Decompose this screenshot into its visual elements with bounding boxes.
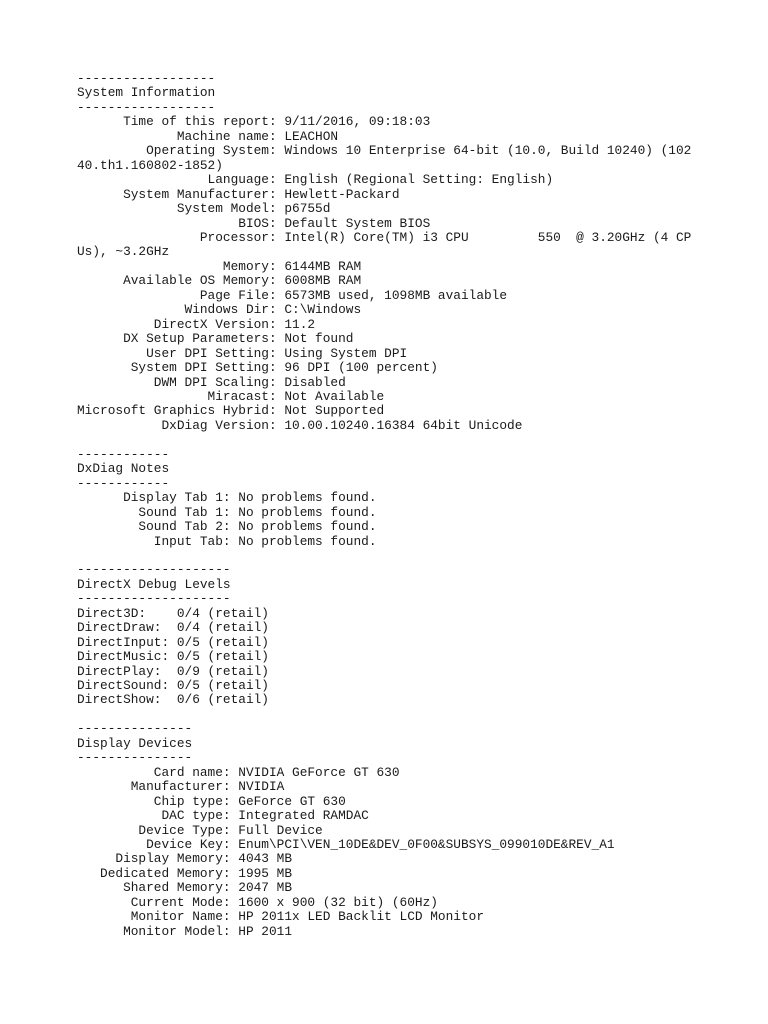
report-line: Sound Tab 1: No problems found. <box>77 504 377 520</box>
report-line: User DPI Setting: Using System DPI <box>77 345 408 361</box>
report-line: Machine name: LEACHON <box>77 128 339 144</box>
report-line: Windows Dir: C:\Windows <box>77 302 362 318</box>
report-line: Manufacturer: NVIDIA <box>77 779 285 795</box>
report-line: Display Memory: 4043 MB <box>77 851 293 867</box>
report-line: Time of this report: 9/11/2016, 09:18:03 <box>77 114 431 130</box>
report-line: -------------------- <box>77 562 231 578</box>
report-line: DirectSound: 0/5 (retail) <box>77 678 269 694</box>
report-line: System Manufacturer: Hewlett-Packard <box>77 186 400 202</box>
report-line: Direct3D: 0/4 (retail) <box>77 605 269 621</box>
blank-line <box>77 549 717 563</box>
report-line: DirectPlay: 0/9 (retail) <box>77 663 269 679</box>
report-line: Current Mode: 1600 x 900 (32 bit) (60Hz) <box>77 894 438 910</box>
report-line: 40.th1.160802-1852) <box>77 157 223 173</box>
report-line: ------------------ <box>77 71 216 86</box>
report-line: ------------ <box>77 475 170 491</box>
report-line: Monitor Name: HP 2011x LED Backlit LCD Monitor <box>77 909 485 925</box>
report-line: DAC type: Integrated RAMDAC <box>77 808 369 824</box>
report-line: Device Type: Full Device <box>77 822 323 838</box>
blank-line <box>77 708 717 722</box>
report-line: Language: English (Regional Setting: English) <box>77 172 554 188</box>
report-line: System DPI Setting: 96 DPI (100 percent) <box>77 360 438 376</box>
report-line: ------------------ <box>77 99 216 115</box>
report-line: DirectInput: 0/5 (retail) <box>77 634 269 650</box>
report-line: Processor: Intel(R) Core(TM) i3 CPU 550 @ 3.20GHz (4 CP <box>77 229 692 245</box>
report-line: Device Key: Enum\PCI\VEN_10DE&DEV_0F00&SUBSYS_099010DE&REV_A1 <box>77 837 615 853</box>
report-line: Display Devices <box>77 735 193 751</box>
report-line: Page File: 6573MB used, 1098MB available <box>77 287 508 303</box>
report-line: Us), ~3.2GHz <box>77 244 170 260</box>
blank-line <box>77 433 717 447</box>
report-line: Monitor Model: HP 2011 <box>77 923 293 939</box>
report-line: Display Tab 1: No problems found. <box>77 490 377 506</box>
report-line: System Information <box>77 85 216 101</box>
report-line: Memory: 6144MB RAM <box>77 258 362 274</box>
report-line: Sound Tab 2: No problems found. <box>77 519 377 535</box>
report-line: Miracast: Not Available <box>77 388 385 404</box>
report-line: DirectX Version: 11.2 <box>77 316 316 332</box>
report-line: DirectMusic: 0/5 (retail) <box>77 649 269 665</box>
dxdiag-report <box>77 72 717 939</box>
report-line: --------------- <box>77 721 193 737</box>
report-line: DxDiag Version: 10.00.10240.16384 64bit Unicode <box>77 417 523 433</box>
report-line: --------------- <box>77 750 193 766</box>
report-line: Available OS Memory: 6008MB RAM <box>77 273 362 289</box>
report-line: BIOS: Default System BIOS <box>77 215 431 231</box>
report-line: DirectDraw: 0/4 (retail) <box>77 620 269 636</box>
report-line: Operating System: Windows 10 Enterprise 64-bit (10.0, Build 10240) (102 <box>77 143 692 159</box>
report-line: Input Tab: No problems found. <box>77 533 377 549</box>
report-line: ------------ <box>77 446 170 462</box>
report-line: DWM DPI Scaling: Disabled <box>77 374 346 390</box>
report-line: DirectX Debug Levels <box>77 576 231 592</box>
report-line: Microsoft Graphics Hybrid: Not Supported <box>77 403 385 419</box>
report-line: Chip type: GeForce GT 630 <box>77 793 346 809</box>
report-line: System Model: p6755d <box>77 201 331 217</box>
report-line: -------------------- <box>77 591 231 607</box>
report-line: Shared Memory: 2047 MB <box>77 880 293 896</box>
report-line: Card name: NVIDIA GeForce GT 630 <box>77 764 400 780</box>
report-line: DX Setup Parameters: Not found <box>77 331 354 347</box>
report-line: DxDiag Notes <box>77 461 170 477</box>
report-line: Dedicated Memory: 1995 MB <box>77 865 293 881</box>
report-line: DirectShow: 0/6 (retail) <box>77 692 269 708</box>
